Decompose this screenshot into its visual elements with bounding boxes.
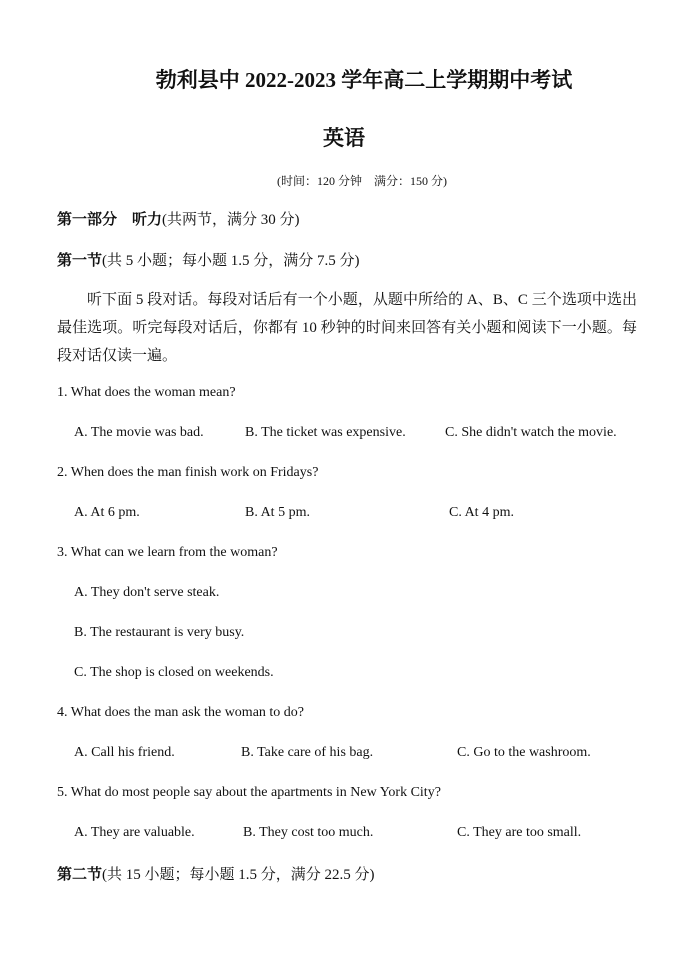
question-stem: 1. What does the woman mean? — [57, 385, 236, 400]
question-option: A. The movie was bad. — [74, 425, 204, 440]
part1-title: 第一部分 听力 — [57, 212, 163, 228]
question-option: B. The restaurant is very busy. — [74, 625, 245, 640]
question-option: C. The shop is closed on weekends. — [74, 665, 274, 680]
question-option: A. They are valuable. — [74, 825, 195, 840]
question-option: A. At 6 pm. — [74, 505, 140, 520]
question-option: C. Go to the washroom. — [457, 745, 591, 760]
question-option: B. At 5 pm. — [245, 505, 310, 520]
exam-time-info: (时间：120 分钟 满分：150 分) — [277, 174, 447, 188]
question-option: A. They don't serve steak. — [74, 585, 220, 600]
section2-title: 第二节 — [57, 867, 103, 883]
question-option: C. She didn't watch the movie. — [445, 425, 617, 440]
question-option: C. They are too small. — [457, 825, 582, 840]
part1-subtitle: (共两节，满分 30 分) — [162, 212, 300, 228]
section1-subtitle: (共 5 小题；每小题 1.5 分，满分 7.5 分) — [102, 253, 360, 269]
question-stem: 4. What does the man ask the woman to do? — [57, 705, 305, 720]
question-option: B. Take care of his bag. — [241, 745, 374, 760]
part1-heading — [57, 208, 300, 229]
section1-heading — [57, 249, 360, 270]
question-stem: 5. What do most people say about the apartments in New York City? — [57, 785, 441, 800]
section2-heading — [57, 863, 375, 884]
question-option: C. At 4 pm. — [449, 505, 514, 520]
section1-title: 第一节 — [57, 253, 103, 269]
question-stem: 2. When does the man finish work on Fridays? — [57, 465, 319, 480]
question-option: A. Call his friend. — [74, 745, 175, 760]
question-option: B. The ticket was expensive. — [245, 425, 406, 440]
section2-subtitle: (共 15 小题；每小题 1.5 分，满分 22.5 分) — [102, 867, 375, 883]
question-option: B. They cost too much. — [243, 825, 374, 840]
exam-title: 勃利县中 2022-2023 学年高二上学期期中考试 — [155, 68, 573, 92]
question-stem: 3. What can we learn from the woman? — [57, 545, 278, 560]
exam-subject: 英语 — [323, 126, 365, 150]
section1-instructions: 听下面 5 段对话。每段对话后有一个小题，从题中所给的 A、B、C 三个选项中选出最佳选项。听完每段对话后，你都有 10 秒钟的时间来回答有关小题和阅读下一小题。每段对话仅读一遍。 — [57, 292, 637, 364]
